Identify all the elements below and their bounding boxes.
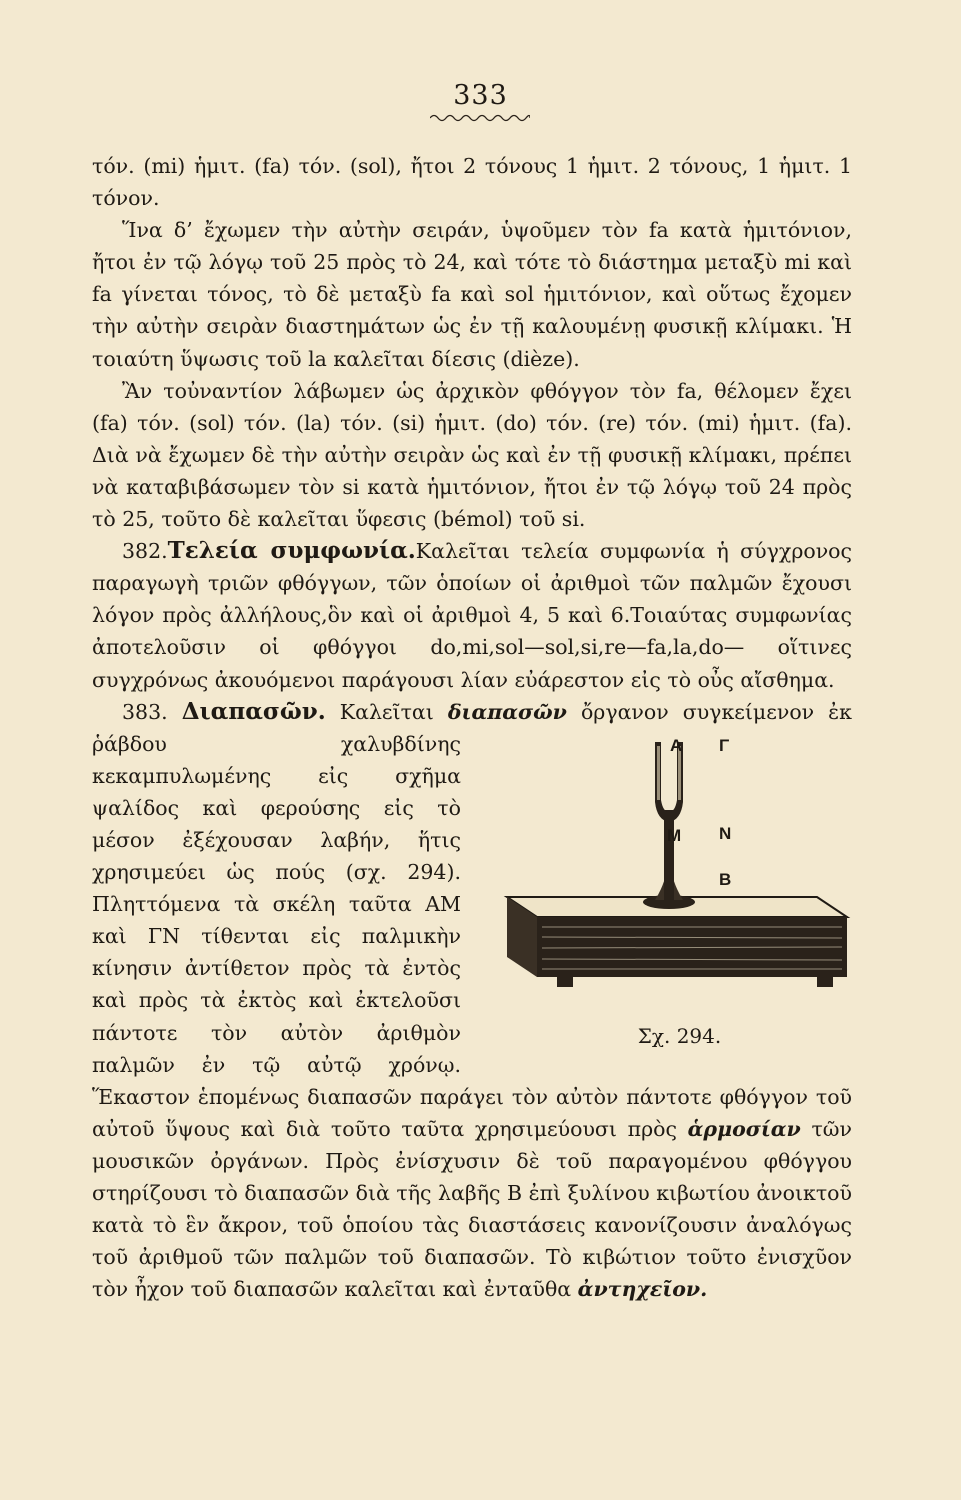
paragraph-2: Ἵνα δ’ ἔχωμεν τὴν αὐτὴν σειράν, ὑψοῦμεν τὸν fa κατὰ ἡμιτόνιον, ἤτοι ἐν τῷ λόγῳ τοῦ 25 πρὸς τὸ 24, καὶ τότε τὸ διάστημα μεταξὺ mi καὶ fa γίνεται τόνος, τὸ δὲ μεταξὺ fa καὶ sol ἡμιτόνιον, καὶ οὕτως ἔχομεν τὴν αὐτὴν σειρὰν διαστημάτων ὡς ἐν τῇ καλουμένῃ φυσικῇ κλίμακι. Ἡ τοιαύτη ὕψωσις τοῦ la καλεῖται δίεσις (dièze). <box>92 218 852 371</box>
section-382-number: 382. <box>122 539 168 564</box>
label-gamma: Γ <box>719 735 730 755</box>
label-nu: Ν <box>719 823 732 843</box>
ornament-rule <box>430 112 530 124</box>
section-383-text-a: Καλεῖται <box>339 699 434 724</box>
page-number: 333 <box>453 80 508 111</box>
section-383-text-c: τῶν μουσικῶν ὀργάνων. Πρὸς ἐνίσχυσιν δὲ τοῦ παραγομένου φθόγγου στηρίζουσι τὸ διαπασῶν διὰ τῆς λαβῆς Β ἐπὶ ξυλίνου κιβωτίου ἀνοικτοῦ κατὰ τὸ ἓν ἄκρον, τοῦ ὁποίου τὰς διαστάσεις κανονίζουσιν ἀναλόγως τοῦ ἀριθμοῦ τῶν παλμῶν τοῦ διαπασῶν. Τὸ κιβώτιον τοῦτο ἐνισχῦον τὸν ἦχον τοῦ διαπασῶν καλεῖται καὶ ἐνταῦθα <box>92 1116 852 1302</box>
tuning-fork-illustration <box>477 732 852 1022</box>
section-383 <box>92 696 852 1306</box>
paragraph-3: Ἂν τοὐναντίον λάβωμεν ὡς ἀρχικὸν φθόγγον τὸν fa, θέλομεν ἔχει (fa) τόν. (sol) τόν. (la) τόν. (si) ἡμιτ. (do) τόν. (re) τόν. (mi) ἡμιτ. (fa). Διὰ νὰ ἔχωμεν δὲ τὴν αὐτὴν σειρὰν ὡς καὶ ἐν τῇ φυσικῇ κλίμακι, πρέπει νὰ καταβιβάσωμεν τὸν si κατὰ ἡμιτόνιον, ἤτοι ἐν τῷ λόγῳ τοῦ 24 πρὸς τὸ 25, τοῦτο δὲ καλεῖται ὕφεσις (bémol) τοῦ si. <box>92 378 852 532</box>
main-text <box>92 150 852 1305</box>
label-mu: Μ <box>667 825 682 845</box>
figure-caption: Σχ. 294. <box>637 1023 722 1048</box>
section-383-heading: Διαπασῶν. <box>181 697 326 725</box>
section-383-term: διαπασῶν <box>447 699 567 724</box>
section-382-text: Καλεῖται τελεία συμφωνία ἡ σύγχρονος παραγωγὴ τριῶν φθόγγων, τῶν ὁποίων οἱ ἀριθμοὶ τῶν παλμῶν ἔχουσι λόγον πρὸς ἀλλήλους,ὃν καὶ οἱ ἀριθμοὶ 4, 5 καὶ 6.Τοιαύτας συμφωνίας ἀποτελοῦσιν οἱ φθόγγοι do,mi,sol—sol,si,re—fa,la,do— οἵτινες συγχρόνως ἀκουόμενοι παράγουσι λίαν εὐάρεστον εἰς τὸ οὖς αἴσθημα. <box>92 539 852 692</box>
section-383-term2: ἁρμοσίαν <box>687 1116 801 1141</box>
section-382 <box>92 535 852 695</box>
figure-294 <box>477 732 852 1067</box>
section-383-term3: ἀντηχεῖον. <box>577 1277 708 1302</box>
section-383-text-b: ὄργανον συγκείμενον ἐκ ῥάβδου χαλυβδίνης κεκαμπυλωμένης εἰς σχῆμα ψαλίδος καὶ φερούσης εἰς τὸ μέσον ἐξέχουσαν λαβήν, ἥτις χρησιμεύει ὡς πούς (σχ. 294). Πληττόμενα τὰ σκέλη ταῦτα ΑΜ καὶ ΓΝ τίθενται εἰς παλμικὴν κίνησιν ἀντίθετον πρὸς τὰ ἐντὸς καὶ πρὸς τὰ ἐκτὸς καὶ ἐκτελοῦσι πάντοτε τὸν αὐτὸν ἀριθμὸν παλμῶν ἐν τῷ αὐτῷ χρόνῳ. Ἕκαστον ἑπομένως διαπασῶν παράγει τὸν αὐτὸν πάντοτε φθόγγον τοῦ αὐτοῦ ὕψους καὶ διὰ τοῦτο ταῦτα χρησιμεύουσι πρὸς <box>92 699 852 1141</box>
section-383-number: 383. <box>122 699 168 724</box>
paragraph-1: τόν. (mi) ἡμιτ. (fa) τόν. (sol), ἤτοι 2 τόνους 1 ἡμιτ. 2 τόνους, 1 ἡμιτ. 1 τόνον. <box>92 154 852 211</box>
section-382-heading: Τελεία συμφωνία. <box>167 537 416 565</box>
label-alpha: Α <box>670 735 683 755</box>
label-beta: Β <box>719 869 732 889</box>
